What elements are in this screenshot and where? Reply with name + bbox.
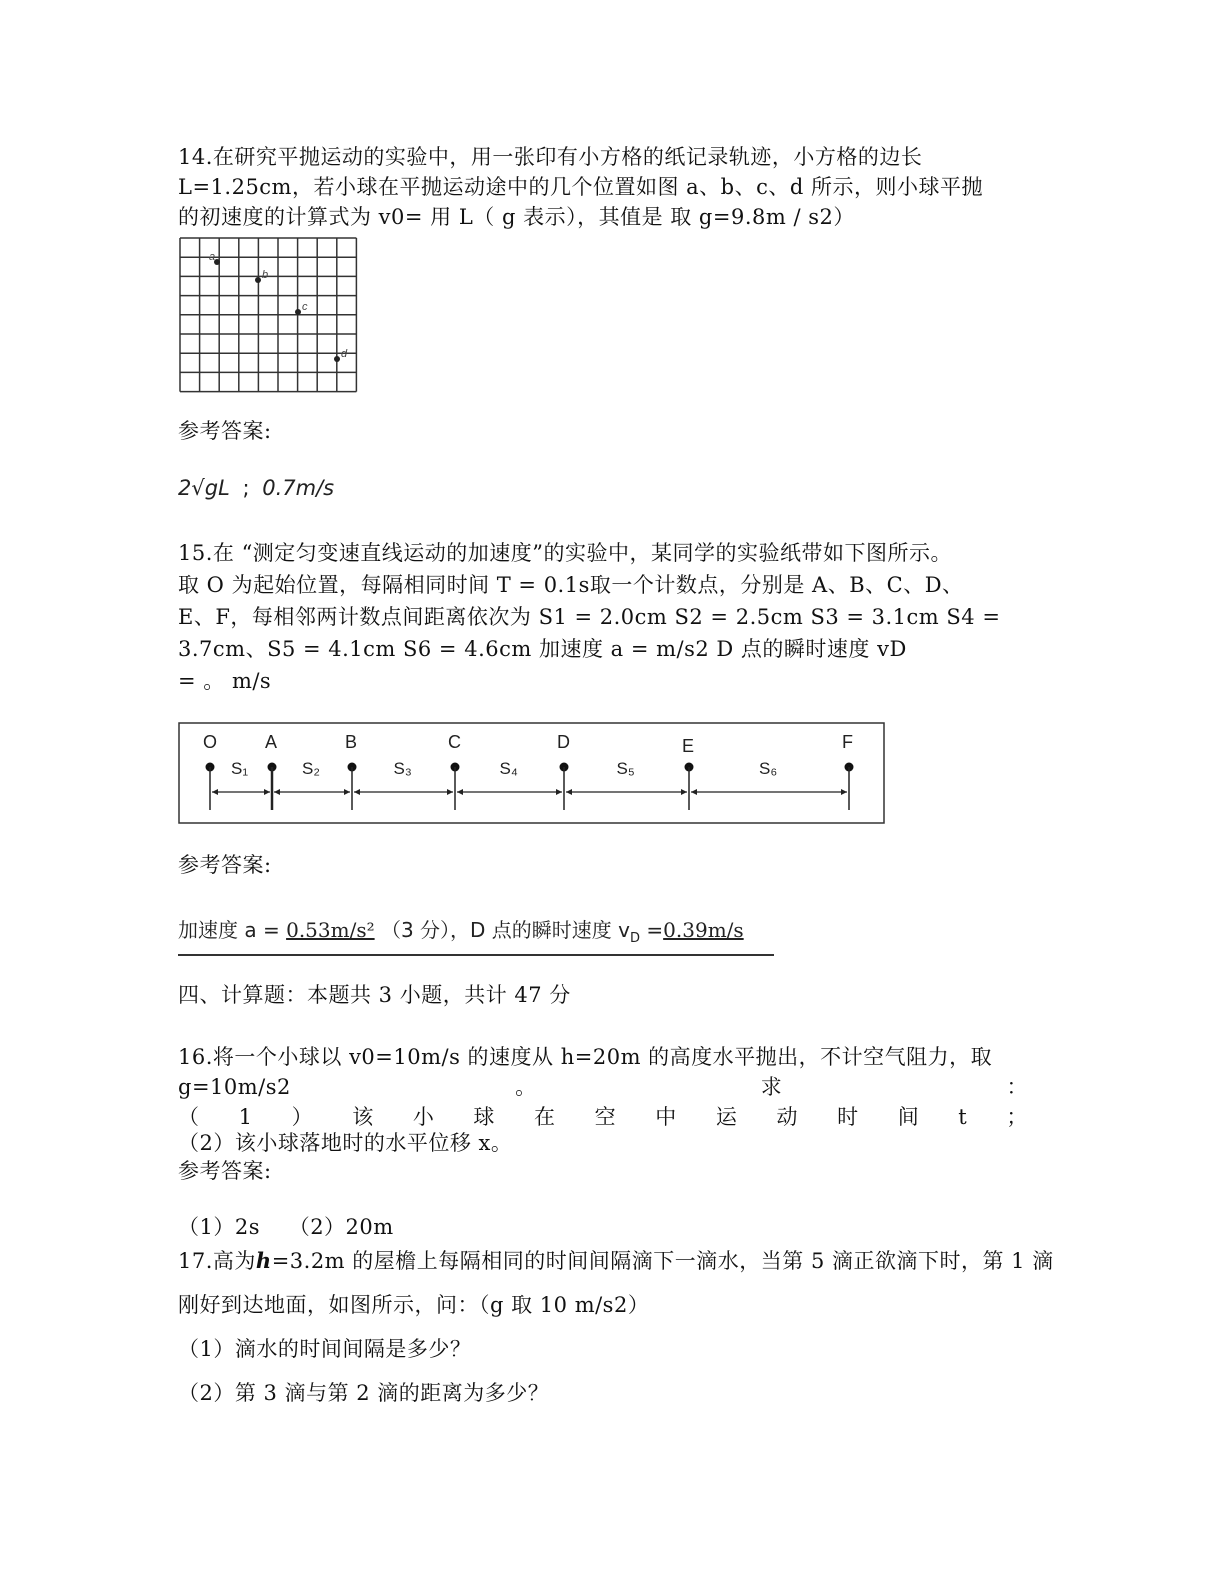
q16-line-3-part: ；	[1006, 1105, 1028, 1129]
q16-line-3-part: 动	[776, 1105, 798, 1129]
q17-sub-1: （1）滴水的时间间隔是多少？	[178, 1337, 472, 1361]
tape-point-label: C	[448, 732, 461, 752]
trajectory-points	[214, 259, 340, 362]
tape-point-label: B	[345, 732, 358, 752]
answer-value: 0.7m/s	[262, 476, 335, 500]
q16-line-3-part: 时	[837, 1105, 859, 1129]
q15-line-2: 取 O 为起始位置，每隔相同时间 T = 0.1s取一个计数点，分别是 A、B、C、D、	[178, 573, 964, 597]
q16-line-3-part: t	[958, 1105, 968, 1129]
answer-formula: 2√gL	[178, 476, 230, 500]
q16-line-3-part: 球	[473, 1105, 495, 1129]
tape-point-label: D	[557, 732, 570, 752]
q14-line-2: L=1.25cm，若小球在平抛运动途中的几个位置如图 a、b、c、d 所示，则小球平抛	[178, 175, 983, 199]
tape-point-label: A	[265, 732, 278, 752]
section-4-title: 四、计算题：本题共 3 小题，共计 47 分	[178, 983, 571, 1007]
point-d	[334, 356, 340, 362]
q16-answer: （1）2s （2）20m	[178, 1215, 394, 1239]
q16-line-3-part: （	[178, 1105, 200, 1129]
q16-line-3-part: 小	[412, 1105, 435, 1129]
q16-line-3-part: ）	[291, 1105, 314, 1129]
q16-line-2-part: 求	[760, 1075, 783, 1099]
q16-line-3-part: 该	[352, 1105, 374, 1129]
q15-line-4: 3.7cm、S5 = 4.1cm S6 = 4.6cm 加速度 a = m/s2 D 点的瞬时速度 vD	[178, 637, 907, 661]
answer-text-2: （3 分），D 点的瞬时速度 v	[380, 918, 631, 942]
h-symbol: h	[255, 1248, 272, 1273]
point-c	[295, 309, 301, 315]
q16-line-3-part: 空	[594, 1105, 617, 1129]
answer-separator: ;	[242, 476, 250, 500]
tape-segment-label: S₆	[759, 759, 778, 778]
tape-segment-label: S₂	[302, 759, 320, 778]
q17-line-1-post: =3.2m 的屋檐上每隔相同的时间间隔滴下一滴水，当第 5 滴正欲滴下时，第 1 滴	[271, 1249, 1054, 1273]
tape-point-label: E	[682, 736, 695, 756]
q14-line-3: 的初速度的计算式为 v0= 用 L（ g 表示），其值是 取 g=9.8m / s2）	[178, 205, 855, 229]
tape-segment-label: S₅	[616, 759, 635, 778]
q16-line-3-part: 在	[534, 1105, 556, 1129]
q16-line-1: 16.将一个小球以 v0=10m/s 的速度从 h=20m 的高度水平抛出，不计空气阻力，取	[178, 1045, 993, 1069]
q17-sub-2: （2）第 3 滴与第 2 滴的距离为多少？	[178, 1381, 550, 1405]
label-b: b	[262, 269, 269, 281]
answer-acceleration: 0.53m/s²	[286, 918, 375, 942]
q14-grid-figure	[178, 236, 360, 394]
q16-line-3-part: 间	[897, 1105, 920, 1129]
q16-line-3-part: 中	[655, 1105, 677, 1129]
q14-line-1: 14.在研究平抛运动的实验中，用一张印有小方格的纸记录轨迹，小方格的边长	[178, 145, 923, 169]
q16-answer-label: 参考答案:	[178, 1159, 272, 1183]
tape-point-label: F	[842, 732, 853, 752]
q16-line-4: （2）该小球落地时的水平位移 x。	[178, 1131, 513, 1155]
q15-line-3: E、F，每相邻两计数点间距离依次为 S1 = 2.0cm S2 = 2.5cm S3 = 3.1cm S4 =	[178, 605, 1001, 629]
q14-answer	[178, 476, 334, 500]
answer-velocity: 0.39m/s	[663, 918, 744, 942]
label-a: a	[209, 251, 216, 263]
q17-line-1-pre: 17.高为	[178, 1249, 256, 1273]
q16-line-2	[178, 1072, 1028, 1102]
label-c: c	[302, 301, 308, 313]
answer-text-1: 加速度 a =	[178, 918, 280, 942]
tape-segment-label: S₁	[231, 759, 249, 778]
tape-point-label: O	[203, 732, 218, 752]
q16-line-3-part: 运	[715, 1105, 738, 1129]
q15-line-5: = 。 m/s	[178, 669, 272, 693]
grid-lines	[180, 238, 356, 392]
q15-line-1: 15.在 “测定匀变速直线运动的加速度”的实验中，某同学的实验纸带如下图所示。	[178, 541, 953, 565]
q15-answer	[178, 914, 774, 956]
tape-segment-label: S₃	[393, 759, 412, 778]
q17-line-2: 刚好到达地面，如图所示，问：（g 取 10 m/s2）	[178, 1293, 650, 1317]
q16-line-2-part: 。	[515, 1075, 537, 1099]
q16-line-3-part: 1	[238, 1105, 253, 1129]
tape-frame	[179, 723, 884, 823]
point-b	[255, 277, 261, 283]
q14-answer-label: 参考答案:	[178, 419, 272, 443]
label-d: d	[341, 348, 348, 360]
q16-line-2-part: g=10m/s2	[178, 1075, 291, 1099]
answer-text-3: =	[640, 918, 664, 942]
q15-paper-tape-figure	[178, 722, 886, 826]
tape-segment-label: S₄	[499, 759, 518, 778]
answer-sub: D	[630, 931, 641, 946]
q15-answer-label: 参考答案:	[178, 853, 272, 877]
q17-line-1	[178, 1246, 1054, 1276]
q16-line-2-part: ：	[1006, 1075, 1028, 1099]
